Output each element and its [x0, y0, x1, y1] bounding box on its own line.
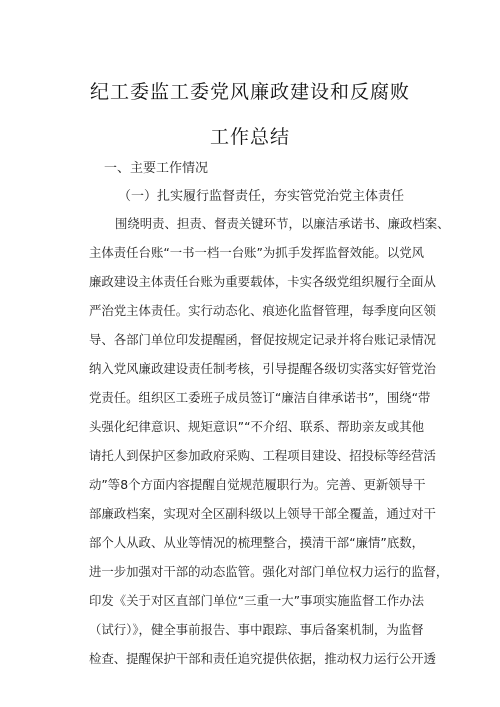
- subsection-heading: （一）扎实履行监督责任，夯实管党治党主体责任: [118, 189, 405, 204]
- document-title-line-1: 纪工委监工委党风廉政建设和反腐败: [89, 81, 410, 103]
- document-title-line-2: 工作总结: [209, 126, 290, 148]
- section-heading: 一、主要工作情况: [104, 161, 209, 176]
- document-page: 纪工委监工委党风廉政建设和反腐败 工作总结 一、主要工作情况 （一）扎实履行监督责任，夯实管党治党主体责任 围绕明责、担责、督责关键环节，以廉洁承诺书、廉政档案、 主体责任台账“一书一档一台账”为抓手发挥监督效能。以党风 廉政建设主体责任台账为重要载体，卡实各级党组织履行全面从 严治党主体责任。实行动态化、痕迹化监督管理，每季度向区领 导、各部门单位印发提醒函，督促按规定记录并将台账记录情况 纳入党风廉政建设责任制考核，引导提醒各级切实落实好管党治 党责任。组织区工委班子成员签订“廉洁自律承诺书”，围绕“带 头强化纪律意识、规矩意识”“不介绍、联系、帮助亲友或其他 请托人到保护区参加政府采购、工程项目建设、招投标等经营活 动”等8个方面内容提醒自觉规范履职行为。完善、更新领导干 部廉政档案，实现对全区副科级以上领导干部全覆盖，通过对干 部个人从政、从业等情况的梳理整合，摸清干部“廉情”底数， 进一步加强对干部的动态监管。强化对部门单位权力运行的监督， 印发《关于对区直部门单位“三重一大”事项实施监督工作办法 （试行）》，健全事前报告、事中跟踪、事后备案机制，为监督 检查、提醒保护干部和责任追究提供依据，推动权力运行公开透: [0, 0, 500, 707]
